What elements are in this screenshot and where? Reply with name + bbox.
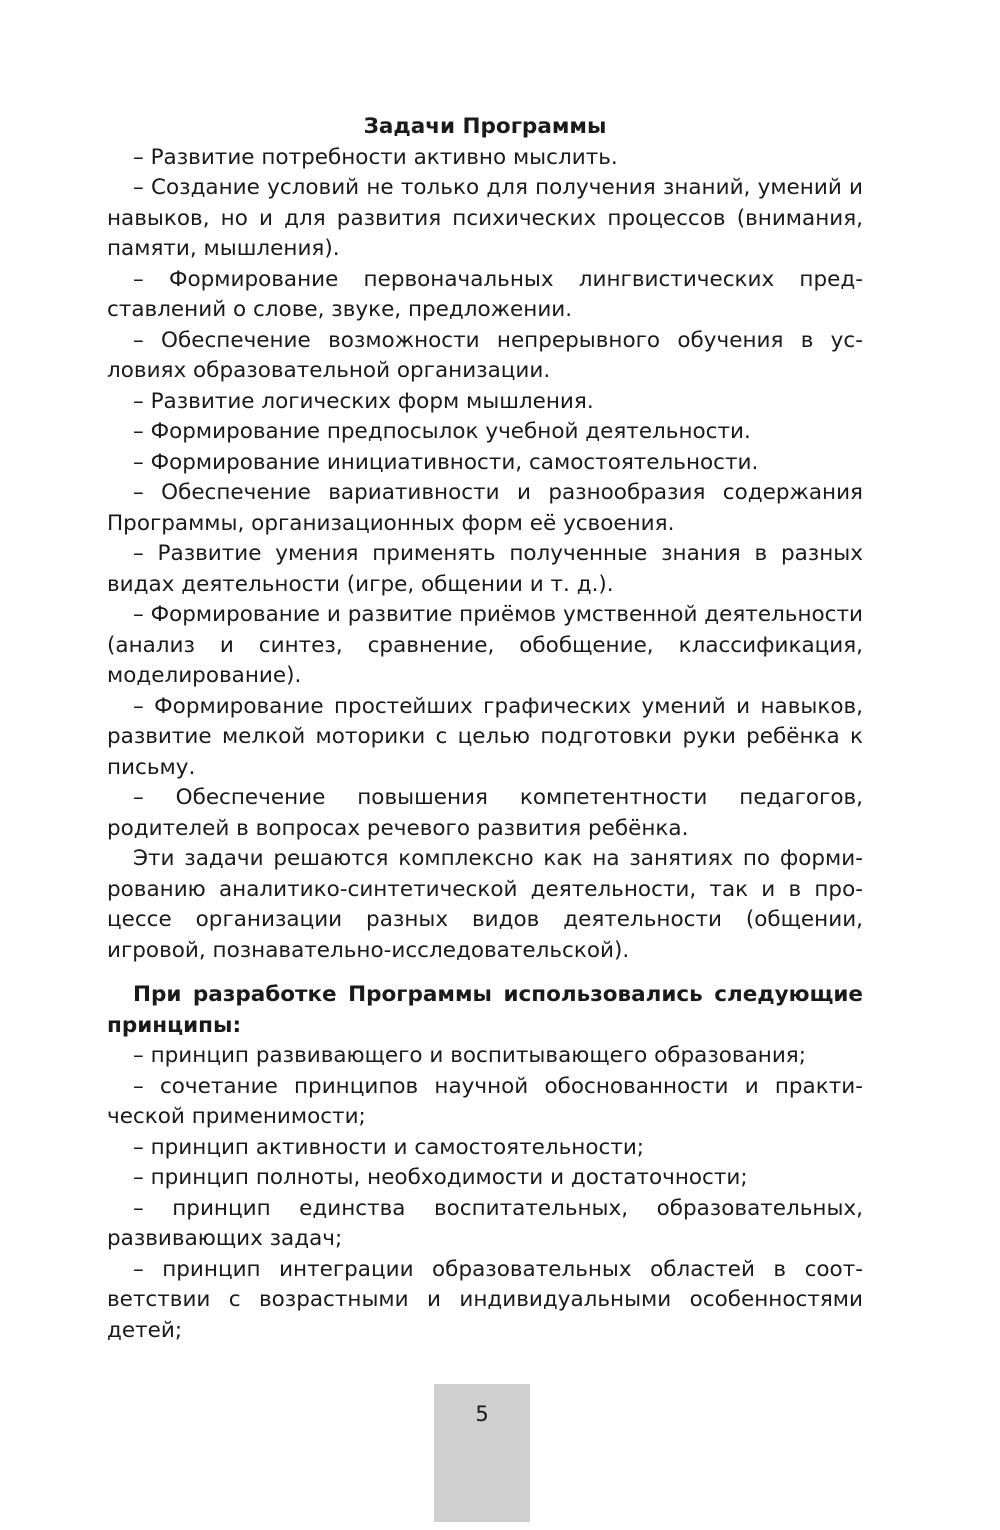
- principle-item: – принцип интеграции образовательных областей в соответствии с возрастными и индивидуальными особенностями детей;: [107, 1256, 863, 1343]
- principle-item: – принцип развивающего и воспитывающего образования;: [133, 1043, 806, 1068]
- page-number: 5: [475, 1402, 489, 1426]
- section-title-tasks: Задачи Программы: [363, 114, 607, 139]
- principle-item: – принцип полноты, необходимости и достаточности;: [133, 1165, 748, 1190]
- task-item: – Обеспечение повышения компетентности педагогов, родителей в вопросах речевого развития ребёнка.: [107, 785, 863, 841]
- task-item: – Развитие логических форм мышления.: [133, 388, 594, 414]
- task-item: – Обеспечение вариативности и разнообразия содержания Программы, организационных форм её усвоения.: [107, 480, 863, 536]
- task-item: – Развитие умения применять полученные знания в разных видах деятельности (игре, общении и т. д.).: [107, 541, 863, 597]
- task-item: – Создание условий не только для получения знаний, умений и навыков, но и для развития психических процессов (внимания, памяти, мышления).: [107, 175, 863, 261]
- section-title-principles: При разработке Программы использовались следующие принципы:: [107, 982, 863, 1038]
- principle-item: – принцип единства воспитательных, образовательных, развивающих задач;: [107, 1195, 863, 1251]
- page-number-tab: [434, 1384, 530, 1522]
- task-item: – Формирование простейших графических умений и навыков, развитие мелкой моторики с целью подготовки руки ребёнка к письму.: [107, 693, 863, 780]
- principle-item: – принцип активности и самостоятельности;: [133, 1134, 645, 1160]
- principle-item: – сочетание принципов научной обоснованности и практической применимости;: [107, 1073, 863, 1129]
- task-item: – Развитие потребности активно мыслить.: [133, 144, 618, 170]
- task-item: – Формирование и развитие приёмов умственной деятельности (анализ и синтез, сравнение, обобщение, классификация, моделирование).: [107, 602, 863, 688]
- task-item: – Формирование первоначальных лингвистических представлений о слове, звуке, предложении.: [107, 266, 863, 322]
- tasks-summary: Эти задачи решаются комплексно как на занятиях по формированию аналитико-синтетической деятельности, так и в процессе организации разных видов деятельности (общении, игровой, познавательно-исследовательской).: [107, 846, 863, 963]
- task-item: – Формирование предпосылок учебной деятельности.: [133, 419, 751, 444]
- task-item: – Формирование инициативности, самостоятельности.: [133, 449, 759, 475]
- page-content: [107, 112, 863, 1346]
- task-item: – Обеспечение возможности непрерывного обучения в условиях образовательной организации.: [107, 327, 863, 383]
